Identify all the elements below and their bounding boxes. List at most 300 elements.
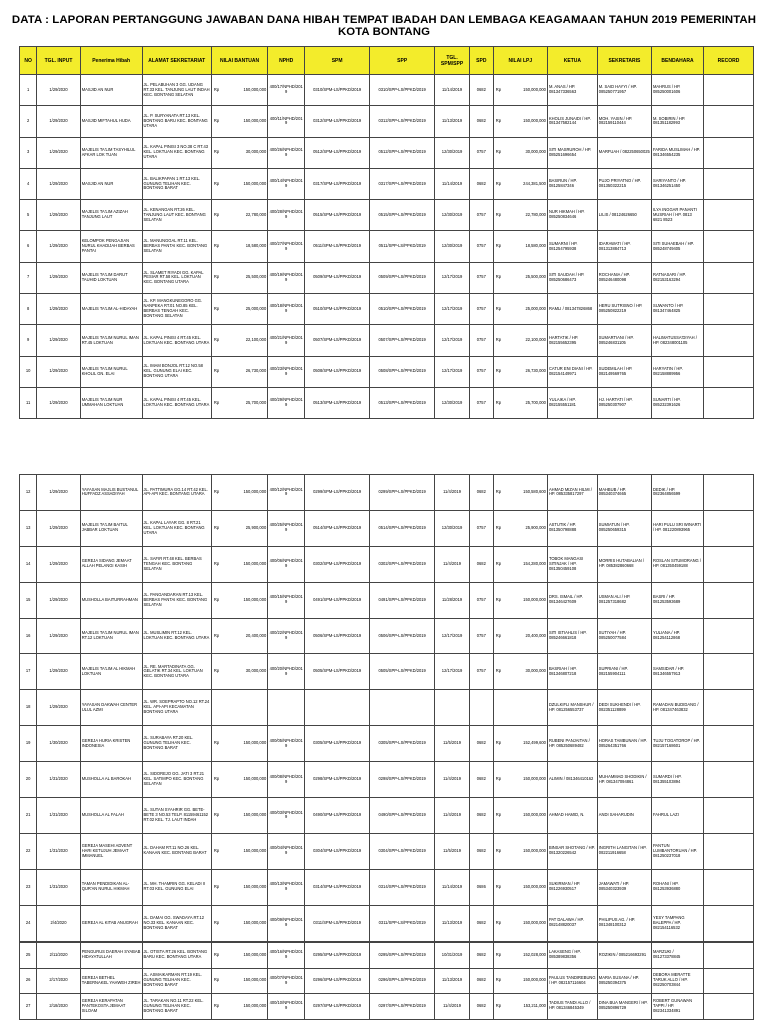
table-cell: MUSHOLLA BAITURRAHMAN — [80, 582, 142, 618]
currency-label: Rp — [213, 86, 220, 92]
table-cell: AHMAD MIZAN HILMI / HP. 085335817297 — [547, 475, 597, 511]
table-cell: JL. SUTAN SYAHRIR GG. BETE-BETE 3 NO.53 TELP. 81159461152 RT.02 KEL. TJ. LAUT INDAH — [142, 798, 211, 834]
amount-value: 244,381,500 — [523, 180, 546, 186]
table-cell — [211, 106, 267, 137]
table-cell: 0305/SPM-LS/PPKD/2019 — [305, 726, 370, 762]
currency-label: Rp — [213, 977, 220, 983]
table-cell: 1/29/2020 — [37, 510, 80, 546]
table-cell — [493, 475, 547, 511]
table-cell: 12/17/2019 — [435, 294, 470, 325]
table-cell: JL. PATTIMURA GG.14 RT.42 KEL. API-API KEC. BONTANG UTARA — [142, 475, 211, 511]
table-cell: 400/07/NPHD/2019 — [268, 968, 305, 994]
table-cell — [704, 968, 754, 994]
table-cell: 9 — [20, 325, 37, 356]
currency-label: Rp — [213, 524, 220, 530]
table-cell: SAMSIDAR / HP. 081346557913 — [652, 654, 704, 690]
table-cell: 0311/SPP-LS/PPKD/2019 — [370, 905, 435, 941]
table-cell: 11/28/2019 — [435, 582, 470, 618]
currency-label: Rp — [495, 211, 501, 217]
table-cell — [704, 137, 754, 168]
table-cell: M. ANAS / HP. 081347336563 — [547, 75, 597, 106]
table-cell: 12/17/2019 — [435, 356, 470, 387]
table-cell — [704, 690, 754, 726]
table-cell: 0296/SPP-LS/PPKD/2019 — [370, 968, 435, 994]
table-cell: MUSHOLLA AL BAROKAH — [80, 762, 142, 798]
table-cell: 400/16/NPHD/2019 — [268, 943, 305, 969]
table-cell: 1/29/2020 — [37, 475, 80, 511]
column-header: TGL. INPUT — [37, 47, 80, 75]
table-cell: JL. OTISTA RT.26 KEL. BONTANG BARU KEC. BONTANG UTARA — [142, 943, 211, 969]
table-cell — [704, 475, 754, 511]
amount-value: 150,000,000 — [523, 883, 546, 889]
amount-value: 30,000,000 — [245, 149, 267, 155]
table-cell: 12/30/2019 — [435, 137, 470, 168]
table-cell: 0305/SPP-LS/PPKD/2019 — [370, 726, 435, 762]
amount-value: 25,700,000 — [525, 399, 546, 405]
amount-value: 22,100,000 — [245, 337, 267, 343]
table-cell: MASJID AN NUR — [80, 168, 142, 199]
currency-label: Rp — [213, 368, 220, 374]
table-cell: LILIS / 08124626650 — [597, 200, 651, 231]
table-cell: JAMAWATI / HP. 085340323939 — [597, 869, 651, 905]
table-cell: 400/05/NPHD/2019 — [268, 726, 305, 762]
table-cell: 1/29/2020 — [37, 690, 80, 726]
currency-label: Rp — [495, 668, 501, 674]
table-cell: 0513/SPM-LS/PPKD/2019 — [305, 387, 370, 418]
table-cell: 0513/SPP-LS/PPKD/2019 — [370, 387, 435, 418]
amount-value: 25,500,000 — [245, 274, 267, 280]
column-header: RECORD — [704, 47, 754, 75]
currency-label: Rp — [495, 274, 501, 280]
table-row — [20, 905, 754, 941]
table-cell: 0510/SPP-LS/PPKD/2019 — [370, 294, 435, 325]
table-cell: 21 — [20, 798, 37, 834]
table-cell: 1/31/2020 — [37, 833, 80, 869]
amount-value: 22,780,000 — [245, 211, 267, 217]
table-cell: 1/31/2020 — [37, 869, 80, 905]
table-cell: SUMARTIANI / HP. 085246831105 — [597, 325, 651, 356]
table-cell: 0682 — [469, 168, 493, 199]
table-cell: JL. P. SURYANATA RT.13 KEL. BONTANG BARU KEC. BONTANG UTARA — [142, 106, 211, 137]
table-cell: ROHANI / HP. 081253936880 — [652, 869, 704, 905]
table-cell — [704, 200, 754, 231]
table-cell: 1/29/2020 — [37, 231, 80, 262]
table-cell — [493, 231, 547, 262]
table-cell: M. SAID HAYYI / HP. 085250771957 — [597, 75, 651, 106]
amount-value: 150,000,000 — [243, 488, 267, 494]
currency-label: Rp — [495, 86, 501, 92]
table-cell: DEBORA MERATTE TARUK ALLO / HP. 082250703844 — [652, 968, 704, 994]
table-cell: 0757 — [469, 231, 493, 262]
table-cell: ROSLAN SITUMORANG / HP. 081350459188 — [652, 546, 704, 582]
table-cell — [211, 726, 267, 762]
table-cell: 0757 — [469, 510, 493, 546]
table-cell — [268, 690, 305, 726]
table-cell: DEDIK / HP. 082364856599 — [652, 475, 704, 511]
table-cell: MAJELIS TA'LIM NURUL KHOLIL GN. ELAI — [80, 356, 142, 387]
table-cell — [493, 137, 547, 168]
table-cell: 11/4/2019 — [435, 798, 470, 834]
table-cell: MOH. YASIN / HP. 082159110444 — [597, 106, 651, 137]
table-cell: PENGURUS DAERAH SYABAB HIDAYATULLAH — [80, 943, 142, 969]
table-cell: 0757 — [469, 618, 493, 654]
table-cell: JL. RE. MARTADINATA GG. GELATIK RT.34 KEL. LOKTUAN KEC. BONTANG UTARA — [142, 654, 211, 690]
table-cell — [704, 618, 754, 654]
table-row — [20, 106, 754, 137]
table-row — [20, 475, 754, 511]
table-cell: 13 — [20, 510, 37, 546]
amount-value: 150,000,000 — [523, 977, 546, 983]
currency-label: Rp — [495, 812, 501, 817]
table-cell: MUHAMMAD SHODIKIN / HP. 081347094861 — [597, 762, 651, 798]
table-cell: 16 — [20, 618, 37, 654]
table-cell: 0757 — [469, 387, 493, 418]
amount-value: 150,000,000 — [243, 180, 267, 186]
table-cell: 11/4/2019 — [435, 546, 470, 582]
table-cell: INGRITH LANGITAN / HP. 082211916658 — [597, 833, 651, 869]
currency-label: Rp — [495, 776, 501, 782]
table-cell: 400/18/NPHD/2019 — [268, 294, 305, 325]
amount-value: 22,100,000 — [525, 337, 546, 343]
table-cell: 12/30/2019 — [435, 510, 470, 546]
table-cell: 0682 — [469, 798, 493, 834]
table-cell: 12/17/2019 — [435, 654, 470, 690]
table-cell: 400/04/NPHD/2019 — [268, 833, 305, 869]
table-cell — [493, 618, 547, 654]
table-row — [20, 294, 754, 325]
table-cell: 400/28/NPHD/2019 — [268, 200, 305, 231]
table-row — [20, 231, 754, 262]
table-cell — [493, 168, 547, 199]
table-row — [20, 690, 754, 726]
table-cell — [704, 231, 754, 262]
table-cell: ROBERT GUNAWAN TAPPI / HP. 082341334891 — [652, 994, 704, 1020]
table-row — [20, 325, 754, 356]
table-cell: MARZUKI / 081273378845 — [652, 943, 704, 969]
table-cell: 0682 — [469, 546, 493, 582]
table-cell: 0682 — [469, 905, 493, 941]
table-cell: JL. MANUNGGAL RT.11 KEL. BERBAS PANTAI KEC. BONTANG SELATAN — [142, 231, 211, 262]
amount-value: 25,000,000 — [245, 305, 267, 311]
currency-label: Rp — [213, 305, 220, 311]
currency-label: Rp — [213, 668, 220, 674]
table-cell: MAJELIS TA'LIM AL-HIDAYAH — [80, 294, 142, 325]
table-cell: 1/29/2020 — [37, 200, 80, 231]
table-cell: RAMLI / 081347826868 — [547, 294, 597, 325]
table-cell: JL. WR. SOEPRAPTO NO.12 RT.24 KEL. API-API KECAMATAN BONTANG UTARA — [142, 690, 211, 726]
table-cell: 12/30/2019 — [435, 387, 470, 418]
table-cell: 0304/SPM-LS/PPKD/2019 — [305, 833, 370, 869]
table-cell: 0757 — [469, 325, 493, 356]
table-cell — [211, 294, 267, 325]
table-cell: SARIYANTO / HP. 081346251450 — [652, 168, 704, 199]
table-cell: GEREJA HURIA KRISTEN INDONESIA — [80, 726, 142, 762]
table-cell — [704, 262, 754, 293]
table-cell — [211, 618, 267, 654]
table-cell: 0304/SPP-LS/PPKD/2019 — [370, 833, 435, 869]
table-cell: 23 — [20, 869, 37, 905]
table-row — [20, 654, 754, 690]
currency-label: Rp — [495, 847, 501, 853]
table-cell: 400/26/NPHD/2019 — [268, 137, 305, 168]
table-cell: JL. DAHAM RT.11 NO.26 KEL. KANAAN KEC. BONTANG BARAT — [142, 833, 211, 869]
table-cell: YULIANA / HP. 081254112868 — [652, 618, 704, 654]
amount-value: 150,000,000 — [523, 117, 546, 123]
table-cell: 14 — [20, 546, 37, 582]
table-cell: 1/29/2020 — [37, 75, 80, 106]
table-cell: 1/29/2020 — [37, 168, 80, 199]
amount-value: 18,580,000 — [245, 243, 267, 249]
table-row — [20, 168, 754, 199]
table-cell: SUKIRMAN / HP. 081226930517 — [547, 869, 597, 905]
table-cell: CATUR ENI DIANI / HP. 082154149971 — [547, 356, 597, 387]
table-cell — [493, 75, 547, 106]
amount-value: 22,780,000 — [525, 211, 546, 217]
table-cell — [493, 262, 547, 293]
table-cell: 11/4/2019 — [435, 994, 470, 1020]
table-cell — [493, 387, 547, 418]
currency-label: Rp — [495, 117, 501, 123]
table-cell: 2/17/2020 — [37, 968, 80, 994]
table-cell: 1/29/2020 — [37, 294, 80, 325]
table-cell: RAMADAN BUDIDANG / HP. 081347463832 — [652, 690, 704, 726]
table-cell: 12/17/2019 — [435, 618, 470, 654]
table-cell: 25 — [20, 943, 37, 969]
table-cell: 0295/SPP-LS/PPKD/2019 — [370, 943, 435, 969]
table-cell — [704, 325, 754, 356]
table-cell — [211, 200, 267, 231]
column-header: TGL. SPM/SPP — [435, 47, 470, 75]
amount-value: 25,500,000 — [525, 274, 546, 280]
table-cell: 0302/SPP-LS/PPKD/2019 — [370, 546, 435, 582]
table-cell: 0507/SPM-LS/PPKD/2019 — [305, 325, 370, 356]
table-cell: 400/17/NPHD/2019 — [268, 75, 305, 106]
table-cell: MUSHOLLA AL FALAH — [80, 798, 142, 834]
table-cell: 1 — [20, 75, 37, 106]
table-cell: FAHRUL LAZI — [652, 798, 704, 834]
table-cell — [704, 387, 754, 418]
currency-label: Rp — [213, 847, 220, 853]
table-cell: 0757 — [469, 356, 493, 387]
table-cell — [704, 294, 754, 325]
table-cell: 6 — [20, 231, 37, 262]
table-cell: 0682 — [469, 475, 493, 511]
table-row — [20, 762, 754, 798]
currency-label: Rp — [213, 149, 220, 155]
table-cell: JL. PELABUHAN 3 GG. UDANG RT.33 KEL. TANJUNG LAUT INDAH KEC. BONTANG SELATAN — [142, 75, 211, 106]
amount-value: 18,580,000 — [525, 243, 546, 249]
table-cell: 0682 — [469, 106, 493, 137]
table-cell: 400/06/NPHD/2019 — [268, 546, 305, 582]
currency-label: Rp — [495, 977, 501, 983]
table-cell: USMAN ALI / HP. 081257318682 — [597, 582, 651, 618]
table-cell: 2/4/2020 — [37, 905, 80, 941]
table-cell — [305, 690, 370, 726]
table-cell: 0297/SPM-LS/PPKD/2019 — [305, 994, 370, 1020]
currency-label: Rp — [495, 305, 501, 311]
table-cell: 8 — [20, 294, 37, 325]
table-cell — [704, 905, 754, 941]
table-cell: JL. KAPAL PINISI 4 RT.45 KEL. LOKTUAN KEC. BONTANG UTARA — [142, 325, 211, 356]
table-cell: 0757 — [469, 200, 493, 231]
amount-value: 150,000,000 — [243, 919, 267, 925]
table-cell: PANTUN LUMBANTORUAN / HP. 081250237018 — [652, 833, 704, 869]
table-cell: 0682 — [469, 994, 493, 1020]
amount-value: 150,000,000 — [523, 596, 546, 602]
table-cell: 400/10/NPHD/2019 — [268, 994, 305, 1020]
currency-label: Rp — [213, 337, 220, 343]
table-cell — [493, 546, 547, 582]
table-cell: 0299/SPM-LS/PPKD/2019 — [305, 475, 370, 511]
amount-value: 154,280,000 — [523, 560, 546, 566]
table-cell: GEREJA AL KITAB ANUGRAH — [80, 905, 142, 941]
table-cell: 20 — [20, 762, 37, 798]
table-cell: JL. BALIKPAPAN 1 RT.13 KEL. GUNUNG TELIHAN KEC. BONTANG BARAT — [142, 168, 211, 199]
table-cell: 400/22/NPHD/2019 — [268, 618, 305, 654]
table-cell: BASRIAH / HP. 081346807218 — [547, 654, 597, 690]
table-cell — [493, 294, 547, 325]
table-cell: 11/4/2019 — [435, 475, 470, 511]
table-cell: JL. KAPAL LAYAR GG. 8 RT.21 KEL. LOKTUAN KEC. BONTANG UTARA — [142, 510, 211, 546]
table-cell: 1/29/2020 — [37, 654, 80, 690]
table-cell — [211, 798, 267, 834]
table-cell — [211, 869, 267, 905]
currency-label: Rp — [213, 488, 220, 494]
table-cell: 0682 — [469, 75, 493, 106]
table-cell: 12/17/2019 — [435, 325, 470, 356]
table-cell: FARIDA MUSLIMAH / HP. 081346554235 — [652, 137, 704, 168]
table-cell — [704, 994, 754, 1020]
table-cell: 1/29/2020 — [37, 262, 80, 293]
table-cell: 11/13/2019 — [435, 106, 470, 137]
table-cell: 0314/SPM-LS/PPKD/2019 — [305, 869, 370, 905]
table-cell: PHILIPUS AG. / HP. 081348100312 — [597, 905, 651, 941]
table-cell: 0512/SPP-LS/PPKD/2019 — [370, 137, 435, 168]
table-cell: JL. PANGANDARAN RT.13 KEL. BERBAS PANTAI KEC. BONTANG SELATAN — [142, 582, 211, 618]
table-cell: 0297/SPP-LS/PPKD/2019 — [370, 994, 435, 1020]
amount-value: 26,730,000 — [525, 368, 546, 374]
table-cell: SUWANTO / HP. 081347464825 — [652, 294, 704, 325]
table-cell: 11/4/2019 — [435, 762, 470, 798]
table-cell: GEREJA KERAPATAN PANTEKOSTA JEMAAT SILOAM — [80, 994, 142, 1020]
currency-label: Rp — [495, 596, 501, 602]
table-cell: 1/29/2020 — [37, 325, 80, 356]
table-cell: 0508/SPM-LS/PPKD/2019 — [305, 356, 370, 387]
table-cell: ILYA INGGAR PANANTI MUSRIAH / HP. 0813 6821 8523 — [652, 200, 704, 231]
table-cell: 400/03/NPHD/2019 — [268, 798, 305, 834]
table-cell — [704, 356, 754, 387]
table-cell — [469, 690, 493, 726]
table-cell: 0505/SPP-LS/PPKD/2019 — [370, 654, 435, 690]
table-cell: 0296/SPM-LS/PPKD/2019 — [305, 968, 370, 994]
table-cell: 400/19/NPHD/2019 — [268, 262, 305, 293]
table-cell — [211, 75, 267, 106]
table-cell: 0508/SPP-LS/PPKD/2019 — [370, 356, 435, 387]
table-cell: JL. MUSLIMIN RT.12 KEL. LOKTUAN KEC. BONTANG UTARA — [142, 618, 211, 654]
table-row — [20, 546, 754, 582]
table-row — [20, 994, 754, 1020]
currency-label: Rp — [495, 149, 501, 155]
table-cell: 0311/SPM-LS/PPKD/2019 — [305, 905, 370, 941]
table-cell: 0682 — [469, 968, 493, 994]
table-cell — [493, 325, 547, 356]
table-cell: SITI SAUDAH / HP. 085250686473 — [547, 262, 597, 293]
table-cell: HARTATIK / HP. 082155652395 — [547, 325, 597, 356]
amount-value: 20,400,000 — [525, 632, 546, 638]
table-cell — [704, 168, 754, 199]
amount-value: 150,000,000 — [243, 776, 267, 782]
table-cell: RATNASARI / HP. 082153163294 — [652, 262, 704, 293]
table-cell: 1/31/2020 — [37, 762, 80, 798]
table-cell: SITI MASRUROH / HP. 085251696654 — [547, 137, 597, 168]
table-cell: 400/11/NPHD/2019 — [268, 106, 305, 137]
table-cell: JL. ASMAIKARMAN RT.19 KEL. GUNUNG TELIHAN KEC. BONTANG BARAT — [142, 968, 211, 994]
table-cell: 22 — [20, 833, 37, 869]
table-cell: LAKASENG / HP. 085389838356 — [547, 943, 597, 969]
amount-value: 25,700,000 — [245, 399, 267, 405]
table-cell: JL. IMAM BONJOL RT.12 NO.58 KEL. GUNUNG ELAI KEC. BONTANG UTARA — [142, 356, 211, 387]
table-cell: KHOLIS JUNAIDI / HP. 081347582144 — [547, 106, 597, 137]
table-cell: 0490/SPP-LS/PPKD/2019 — [370, 798, 435, 834]
amount-value: 26,730,000 — [245, 368, 267, 374]
table-cell: RUBENI PANJAITAN / HP. 085250689482 — [547, 726, 597, 762]
table-cell: HARI PULU SRI WINARTI / HP. 081220893965 — [652, 510, 704, 546]
table-cell: MAHBUB / HP. 085340374665 — [597, 475, 651, 511]
table-cell: JL. MH. THAMRIN GG. KELADI II RT.03 KEL. GUNUNG ELAI — [142, 869, 211, 905]
table-cell: 0509/SPM-LS/PPKD/2019 — [305, 262, 370, 293]
table-cell: 0299/SPP-LS/PPKD/2019 — [370, 475, 435, 511]
table-cell: 26 — [20, 968, 37, 994]
table-cell: GEREJA SIDANG JEMAAT ALLAH PELANGI KASIH — [80, 546, 142, 582]
table-cell: MAJELIS TA'LIM NURUL IMAN RT.45 LOKTUAN — [80, 325, 142, 356]
amount-value: 150,000,000 — [243, 847, 267, 853]
table-row — [20, 356, 754, 387]
currency-label: Rp — [213, 180, 220, 186]
table-cell: PUJO PRIYATNO / HP. 081350322215 — [597, 168, 651, 199]
table-cell — [704, 798, 754, 834]
table-cell: 0682 — [469, 762, 493, 798]
table-cell: 19 — [20, 726, 37, 762]
amount-value: 150,000,000 — [243, 86, 267, 92]
currency-label: Rp — [213, 812, 220, 817]
table-cell: 1/29/2020 — [37, 546, 80, 582]
table-row — [20, 137, 754, 168]
column-header: ALAMAT SEKRETARIAT — [142, 47, 211, 75]
table-cell — [493, 582, 547, 618]
column-header: Penerima Hibah — [80, 47, 142, 75]
table-cell: 0757 — [469, 294, 493, 325]
table-cell: 4 — [20, 168, 37, 199]
table-cell: 400/20/NPHD/2019 — [268, 654, 305, 690]
table-cell: MAJELIS TA'LIM BAITUL JABBAR LOKTUAN — [80, 510, 142, 546]
table-cell: 2/11/2020 — [37, 943, 80, 969]
table-cell — [211, 137, 267, 168]
table-row — [20, 943, 754, 969]
table-cell: HJ. HARTATI / HP. 085250307907 — [597, 387, 651, 418]
table-cell — [211, 943, 267, 969]
table-cell — [493, 905, 547, 941]
currency-label: Rp — [213, 560, 220, 566]
column-header: SPP — [370, 47, 435, 75]
table-header-row — [20, 47, 754, 75]
currency-label: Rp — [213, 919, 220, 925]
table-cell: NUR HIKMAH / HP. 085250834646 — [547, 200, 597, 231]
table-cell — [211, 968, 267, 994]
table-cell: 400/21/NPHD/2019 — [268, 325, 305, 356]
table-cell — [704, 510, 754, 546]
table-cell: 10/31/2019 — [435, 943, 470, 969]
table-cell: HARYATIN / HP. 082158889956 — [652, 356, 704, 387]
